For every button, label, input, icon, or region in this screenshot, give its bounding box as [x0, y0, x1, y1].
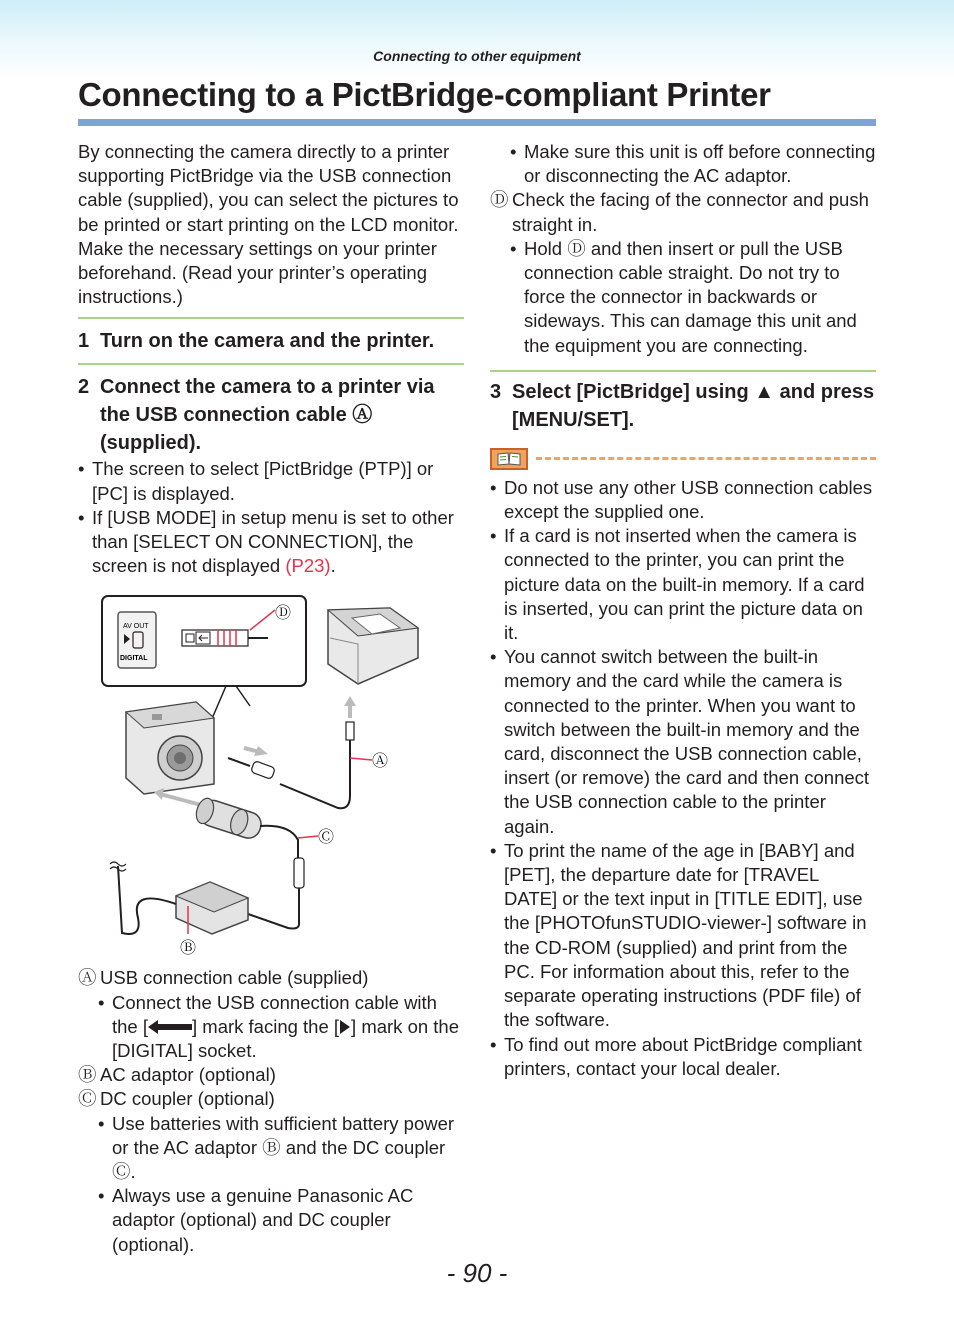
bullet-item: • Use batteries with sufficient battery power or the AC adaptor Ⓑ and the DC coupler Ⓒ. [98, 1112, 464, 1185]
legend-marker: Ⓐ [78, 967, 97, 989]
notes-list [490, 476, 876, 1081]
legend-a [78, 966, 464, 990]
callout-d: Ⓓ [275, 603, 292, 623]
step-1 [78, 317, 464, 355]
step-text: Connect the camera to a printer via the USB connection cable Ⓐ (supplied). [100, 376, 435, 455]
bullet-item: • Always use a genuine Panasonic AC adaptor (optional) and DC coupler (optional). [98, 1184, 464, 1257]
title-rule [78, 119, 876, 126]
legend-text: Check the facing of the connector and push straight in. [512, 189, 869, 235]
bullet-text: Hold Ⓓ and then insert or pull the USB connection cable straight. Do not try to force the connector in backwards or sideways. This can damage this unit and the equipment you are connecting. [524, 237, 857, 356]
callout-a: Ⓐ [372, 751, 389, 771]
bullet-item: • Hold Ⓓ and then insert or pull the USB connection cable straight. Do not try to force the connector in backwards or sideways. This can damage this unit and the equipment you are connecting. [510, 237, 876, 358]
legend-c [78, 1087, 464, 1111]
note-item: • To print the name of the age in [BABY] and [PET], the departure date for [TRAVEL DATE] or the text input in [TITLE EDIT], use the [PHOTOfunSTUDIO-viewer-] software in the CD-ROM (supplied) and print from the PC. For information about this, refer to the separate operating instructions (PDF file) of the software. [490, 839, 876, 1033]
step-number: 2 [78, 376, 90, 399]
step-3 [490, 370, 876, 434]
connection-illustration [100, 588, 420, 958]
bullet-text: Use batteries with sufficient battery power or the AC adaptor Ⓑ and the DC coupler Ⓒ. [112, 1112, 455, 1183]
bullet-text: If [USB MODE] in setup menu is set to other than [SELECT ON CONNECTION], the screen is not displayed [92, 506, 454, 577]
right-column [490, 140, 876, 1081]
step-text: Turn on the camera and the printer. [100, 330, 435, 353]
connection-diagram [100, 588, 420, 958]
left-column [78, 140, 464, 1257]
bullet-text: Make sure this unit is off before connecting or disconnecting the AC adaptor. [524, 141, 876, 187]
legend-marker: Ⓑ [78, 1064, 97, 1086]
legend-d [490, 188, 876, 236]
note-item: • If a card is not inserted when the camera is connected to the printer, you can print the picture data on the built-in memory. If a card is inserted, you can print the picture data on it. [490, 524, 876, 645]
legend-text: AC adaptor (optional) [100, 1064, 276, 1086]
note-text: To find out more about PictBridge compliant printers, contact your local dealer. [504, 1033, 862, 1079]
bullet-text: The screen to select [PictBridge (PTP)] or [PC] is displayed. [92, 458, 434, 504]
step-number: 1 [78, 330, 90, 353]
step-2 [78, 363, 464, 457]
note-text: If a card is not inserted when the camera is connected to the printer, you can print the picture data on the built-in memory. If a card is inserted, you can print the picture data on it. [504, 525, 865, 644]
note-item: • You cannot switch between the built-in memory and the card while the camera is connected to the printer. When you want to switch between the built-in memory and the card, disconnect the USB connection cable, insert (or remove) the card and then connect the USB connection cable to the printer again. [490, 645, 876, 839]
triangle-right-icon [339, 1020, 351, 1034]
bullet-item: • Make sure this unit is off before connecting or disconnecting the AC adaptor. [510, 140, 876, 188]
intro-paragraph: By connecting the camera directly to a printer supporting PictBridge via the USB connection cable (supplied), you can select the pictures to be printed or start printing on the LCD monitor. Make the necessary settings on your printer beforehand. (Read your printer’s operating instructions.) [78, 141, 459, 308]
dashed-divider [536, 457, 876, 460]
note-text: To print the name of the age in [BABY] and [PET], the departure date for [TRAVEL DATE] or the text input in [TITLE EDIT], use the [PHOTOfunSTUDIO-viewer-] software in the CD-ROM (supplied) and print from the PC. For information about this, refer to the separate operating instructions (PDF file) of the software. [504, 839, 867, 1031]
bullet-item: • Connect the USB connection cable with the [ ] mark facing the [ ] mark on the [DIGITAL] socket. [98, 991, 460, 1062]
callout-c: Ⓒ [318, 827, 335, 847]
step-text: Select [PictBridge] using ▲ and press [MENU/SET]. [512, 380, 875, 431]
note-text: You cannot switch between the built-in memory and the card while the camera is connected to the printer. When you want to switch between the built-in memory and the card, disconnect the USB connection cable, insert (or remove) the card and then connect the USB connection cable to the printer again. [504, 646, 870, 837]
note-item: • To find out more about PictBridge compliant printers, contact your local dealer. [490, 1033, 876, 1081]
legend-text: USB connection cable (supplied) [100, 967, 369, 989]
note-text: Do not use any other USB connection cables except the supplied one. [504, 476, 873, 523]
page-number: - 90 - [446, 1258, 508, 1288]
digital-label: DIGITAL [120, 655, 148, 663]
note-item: • Do not use any other USB connection cables except the supplied one. [490, 476, 876, 524]
legend-marker: Ⓒ [78, 1088, 97, 1110]
book-icon [490, 448, 528, 470]
callout-b: Ⓑ [180, 938, 197, 958]
bullet-item: • If [USB MODE] in setup menu is set to other than [SELECT ON CONNECTION], the screen is not displayed (P23). [78, 506, 454, 577]
legend-text: DC coupler (optional) [100, 1088, 275, 1110]
bullet-text: Always use a genuine Panasonic AC adaptor (optional) and DC coupler (optional). [112, 1185, 414, 1255]
legend-b [78, 1063, 464, 1087]
av-out-label: AV OUT [123, 623, 149, 631]
page-title: Connecting to a PictBridge-compliant Printer [78, 76, 771, 113]
page-reference-link[interactable]: (P23) [285, 555, 331, 577]
notes-divider [490, 448, 876, 470]
legend-marker: Ⓓ [490, 189, 509, 211]
section-label: Connecting to other equipment [373, 48, 581, 64]
arrow-left-icon [148, 1020, 192, 1034]
bullet-item: • The screen to select [PictBridge (PTP)] or [PC] is displayed. [78, 457, 464, 505]
step-number: 3 [490, 380, 502, 403]
